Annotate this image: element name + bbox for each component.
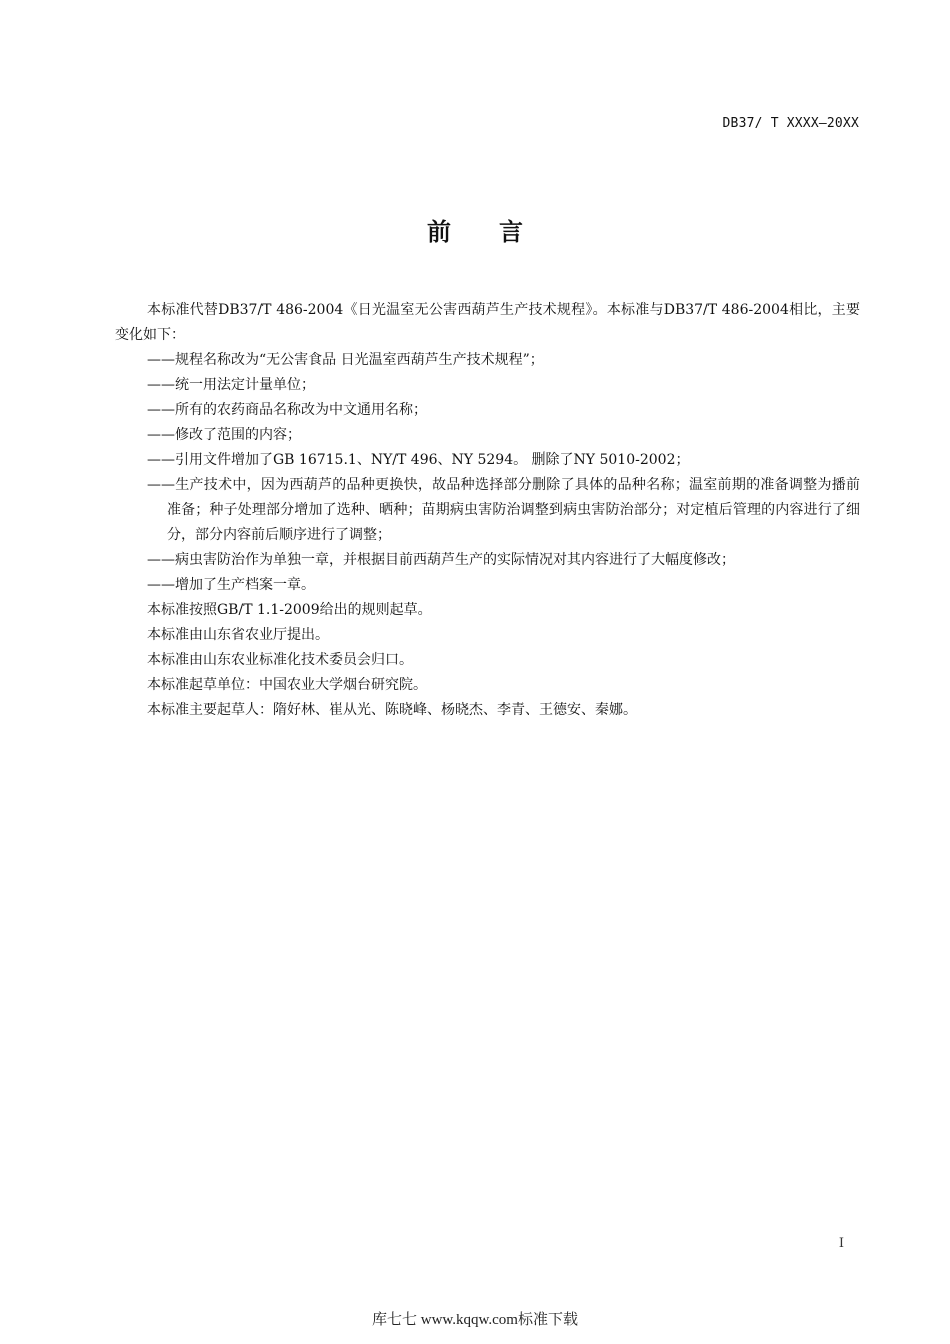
change-item: ——增加了生产档案一章。 bbox=[147, 577, 315, 593]
drafting-unit-paragraph: 本标准起草单位：中国农业大学烟台研究院。 bbox=[147, 677, 427, 693]
drafters-paragraph: 本标准主要起草人：隋好林、崔从光、陈晓峰、杨晓杰、李青、王德安、秦娜。 bbox=[147, 702, 637, 718]
change-item: ——修改了范围的内容； bbox=[147, 427, 301, 443]
page-title: 前言 bbox=[427, 218, 571, 246]
change-item: ——规程名称改为“无公害食品 日光温室西葫芦生产技术规程”； bbox=[147, 352, 544, 368]
footer-watermark: 库七七 www.kqqw.com标准下载 bbox=[372, 1312, 578, 1328]
intro-paragraph: 本标准代替DB37/T 486-2004《日光温室无公害西葫芦生产技术规程》。本标准与DB37/T 486-2004相比，主要变化如下： bbox=[115, 302, 860, 343]
proposer-paragraph: 本标准由山东省农业厅提出。 bbox=[147, 627, 329, 643]
change-item: ——生产技术中，因为西葫芦的品种更换快，故品种选择部分删除了具体的品种名称；温室前期的准备调整为播前准备；种子处理部分增加了选种、晒种；苗期病虫害防治调整到病虫害防治部分；对定植后管理的内容进行了细分，部分内容前后顺序进行了调整； bbox=[147, 477, 860, 543]
centralizer-paragraph: 本标准由山东农业标准化技术委员会归口。 bbox=[147, 652, 413, 668]
document-code: DB37/ T XXXX—20XX bbox=[722, 116, 859, 131]
changes-list bbox=[115, 348, 860, 598]
change-item: ——所有的农药商品名称改为中文通用名称； bbox=[147, 402, 427, 418]
change-item: ——病虫害防治作为单独一章，并根据目前西葫芦生产的实际情况对其内容进行了大幅度修改； bbox=[147, 552, 735, 568]
drafting-rule-paragraph: 本标准按照GB/T 1.1-2009给出的规则起草。 bbox=[147, 602, 432, 618]
foreword-body bbox=[115, 298, 860, 723]
change-item: ——引用文件增加了GB 16715.1、NY/T 496、NY 5294。 删除了NY 5010-2002； bbox=[147, 452, 690, 468]
page-number: I bbox=[838, 1236, 844, 1251]
change-item: ——统一用法定计量单位； bbox=[147, 377, 315, 393]
